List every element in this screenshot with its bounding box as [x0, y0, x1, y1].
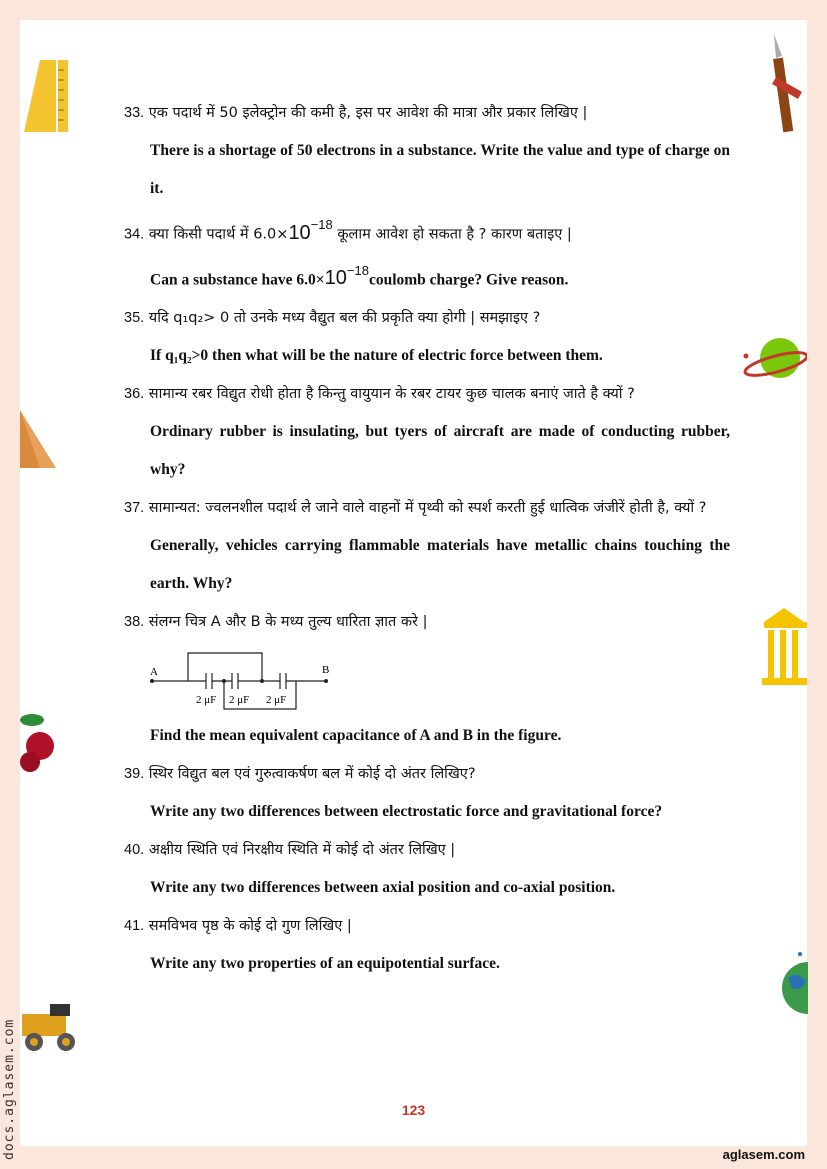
question-35-english: If q₁q₂>0 then what will be the nature of electric force between them. [150, 347, 603, 365]
pencil-icon [768, 34, 808, 134]
question-40-english: Write any two differences between axial position and co-axial position. [150, 879, 616, 897]
question-39-hindi: 39. स्थिर विद्युत बल एवं गुरुत्वाकर्षण बल में कोई दो अंतर लिखिए? [124, 766, 476, 783]
question-35-hindi: 35. यदि q₁q₂> 0 तो उनके मध्य वैद्युत बल की प्रकृति क्या होगी | समझाइए ? [124, 310, 541, 327]
question-33-english: There is a shortage of 50 electrons in a substance. Write the value and type of charge on it. [150, 142, 730, 197]
capacitor-2-label: 2 μF [229, 694, 250, 707]
question-41-english: Write any two properties of an equipotential surface. [150, 955, 500, 973]
globe-icon [778, 948, 808, 1018]
question-list [124, 94, 730, 983]
question-41-hindi: 41. समविभव पृष्ठ के कोई दो गुण लिखिए | [124, 918, 352, 935]
site-name: aglasem.com [722, 1147, 805, 1162]
question-34-english: Can a substance have $6.0\times 10^{-18}coulomb$ charge? Give reason. [150, 262, 569, 290]
planet-icon [742, 336, 807, 384]
question-36-english: Ordinary rubber is insulating, but tyers of aircraft are made of conducting rubber, why? [150, 423, 730, 479]
ruler-icon [20, 60, 68, 136]
page-number: 123 [401, 1102, 426, 1118]
circuit-label-a: A [150, 666, 158, 679]
watermark: docs.aglasem.com [2, 1018, 17, 1160]
question-40-hindi: 40. अक्षीय स्थिति एवं निरक्षीय स्थिति में कोई दो अंतर लिखिए | [124, 842, 456, 859]
question-34-hindi: 34. क्या किसी पदार्थ में $6.0\times 10^{-18}$ कूलाम आवेश हो सकता है ? कारण बताइए | [124, 217, 572, 244]
fruit-icon [20, 706, 58, 778]
question-38-english: Find the mean equivalent capacitance of A and B in the figure. [150, 727, 562, 745]
pyramid-icon [20, 410, 60, 470]
question-36-hindi: 36. सामान्य रबर विद्युत रोधी होता है किन्तु वायुयान के रबर टायर कुछ चालक बनाएं जाते है क्यों ? [124, 386, 635, 403]
circuit-label-b: B [322, 664, 330, 677]
question-37-english: Generally, vehicles carrying flammable materials have metallic chains touching the earth. Why? [150, 537, 730, 593]
question-37-hindi: 37. सामान्यत: ज्वलनशील पदार्थ ले जाने वाले वाहनों में पृथ्वी को स्पर्श करती हुई धात्विक जंजीरें होती है, क्यों ? [124, 500, 707, 517]
temple-icon [760, 608, 807, 686]
capacitor-circuit-diagram [150, 647, 340, 713]
vehicle-icon [20, 1000, 82, 1056]
capacitor-3-label: 2 μF [266, 694, 287, 707]
question-38-hindi: 38. संलग्न चित्र A और B के मध्य तुल्य धारिता ज्ञात करे | [124, 614, 428, 631]
question-39-english: Write any two differences between electrostatic force and gravitational force? [150, 803, 663, 821]
question-33-hindi: 33. एक पदार्थ में 50 इलेक्ट्रोन की कमी है, इस पर आवेश की मात्रा और प्रकार लिखिए | [124, 105, 588, 121]
capacitor-1-label: 2 μF [196, 694, 217, 707]
